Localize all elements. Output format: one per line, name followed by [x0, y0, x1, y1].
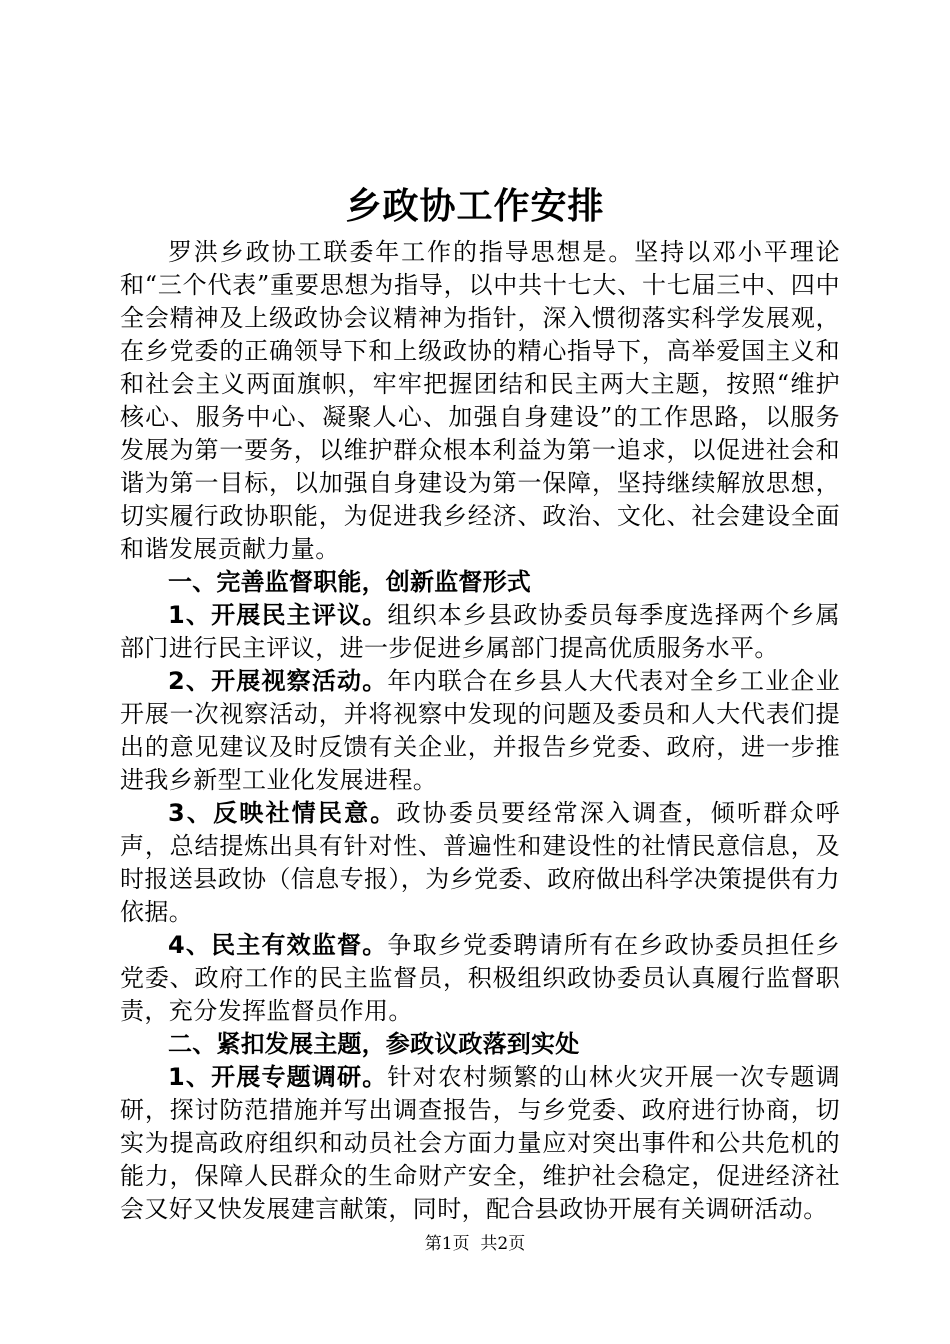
page-total: 共2页	[480, 1234, 526, 1254]
page-footer	[0, 1232, 950, 1256]
item-lead: 4、民主有效监督。	[168, 931, 388, 959]
item-text: 针对农村频繁的山林火灾开展一次专题调研，探讨防范措施并写出调查报告，与乡党委、政府进行协商，切实为提高政府组织和动员社会方面力量应对突出事件和公共危机的能力，保障人民群众的生命财产安全，维护社会稳定，促进经济社会又好又快发展建言献策，同时，配合县政协开展有关调研活动。	[120, 1063, 840, 1223]
section1-item-2	[120, 665, 840, 797]
document-body	[120, 236, 840, 1226]
section1-item-1	[120, 599, 840, 665]
intro-paragraph: 罗洪乡政协工联委年工作的指导思想是。坚持以邓小平理论和“三个代表”重要思想为指导，以中共十七大、十七届三中、四中全会精神及上级政协会议精神为指针，深入惯彻落实科学发展观，在乡党委的正确领导下和上级政协的精心指导下，高举爱国主义和和社会主义两面旗帜，牢牢把握团结和民主两大主题，按照“维护核心、服务中心、凝聚人心、加强自身建设”的工作思路，以服务发展为第一要务，以维护群众根本利益为第一追求，以促进社会和谐为第一目标，以加强自身建设为第一保障，坚持继续解放思想，切实履行政协职能，为促进我乡经济、政治、文化、社会建设全面和谐发展贡献力量。	[120, 238, 840, 563]
item-text: 争取乡党委聘请所有在乡政协委员担任乡党委、政府工作的民主监督员，积极组织政协委员认真履行监督职责，充分发挥监督员作用。	[120, 931, 840, 1025]
item-lead: 3、反映社情民意。	[168, 799, 397, 827]
section2-item-1	[120, 1061, 840, 1226]
section-heading-2: 二、紧扣发展主题，参政议政落到实处	[168, 1030, 580, 1058]
item-lead: 1、开展民主评议。	[168, 601, 388, 629]
document-title: 乡政协工作安排	[345, 186, 605, 227]
page-number: 第1页	[424, 1234, 470, 1254]
section1-item-4	[120, 929, 840, 1028]
item-text: 组织本乡县政协委员每季度选择两个乡属部门进行民主评议，进一步促进乡属部门提高优质服务水平。	[120, 601, 840, 662]
item-lead: 1、开展专题调研。	[168, 1063, 388, 1091]
item-text: 年内联合在乡县人大代表对全乡工业企业开展一次视察活动，并将视察中发现的问题及委员和人大代表们提出的意见建议及时反馈有关企业，并报告乡党委、政府，进一步推进我乡新型工业化发展进程。	[120, 667, 840, 794]
section-heading-1: 一、完善监督职能，创新监督形式	[168, 568, 531, 596]
section1-item-3	[120, 797, 840, 929]
item-lead: 2、开展视察活动。	[168, 667, 388, 695]
item-text: 政协委员要经常深入调查，倾听群众呼声，总结提炼出具有针对性、普遍性和建设性的社情民意信息，及时报送县政协（信息专报），为乡党委、政府做出科学决策提供有力依据。	[120, 799, 840, 926]
